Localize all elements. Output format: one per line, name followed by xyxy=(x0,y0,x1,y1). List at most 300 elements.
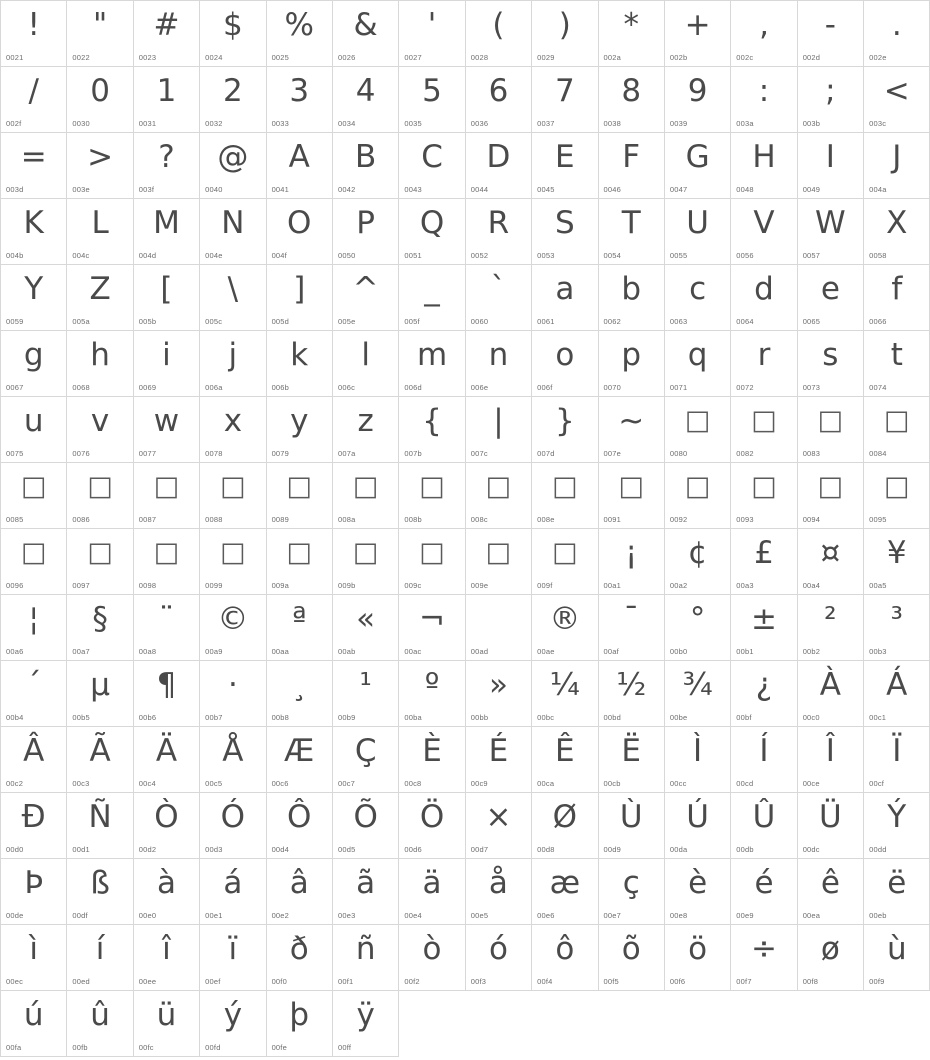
glyph-cell[interactable] xyxy=(134,331,200,397)
glyph-codepoint: 003e xyxy=(72,185,90,194)
glyph-character: ê xyxy=(820,865,840,901)
glyph-cell[interactable] xyxy=(532,265,598,331)
glyph-cell[interactable] xyxy=(333,1,399,67)
glyph-cell[interactable] xyxy=(333,661,399,727)
glyph-character: K xyxy=(23,205,44,241)
glyph-cell[interactable] xyxy=(864,925,930,991)
glyph-cell[interactable] xyxy=(333,265,399,331)
glyph-cell[interactable] xyxy=(67,859,133,925)
glyph-cell[interactable] xyxy=(200,727,266,793)
glyph-character: @ xyxy=(217,139,249,175)
glyph-cell[interactable] xyxy=(134,595,200,661)
glyph-cell[interactable] xyxy=(864,67,930,133)
glyph-character: ö xyxy=(688,931,708,967)
glyph-cell[interactable] xyxy=(864,529,930,595)
glyph-cell[interactable] xyxy=(67,463,133,529)
glyph-codepoint: 009a xyxy=(271,581,290,590)
glyph-cell[interactable] xyxy=(67,793,133,859)
glyph-cell[interactable] xyxy=(333,463,399,529)
glyph-cell[interactable] xyxy=(267,529,333,595)
glyph-cell[interactable] xyxy=(466,727,532,793)
glyph-cell[interactable] xyxy=(267,397,333,463)
glyph-codepoint: 002d xyxy=(802,53,821,62)
glyph-cell[interactable] xyxy=(134,727,200,793)
glyph-character: C xyxy=(421,139,443,175)
glyph-character: Õ xyxy=(353,799,378,835)
glyph-cell[interactable] xyxy=(399,925,465,991)
glyph-cell[interactable] xyxy=(466,661,532,727)
glyph-cell[interactable] xyxy=(267,199,333,265)
glyph-cell[interactable] xyxy=(399,727,465,793)
glyph-cell[interactable] xyxy=(134,1,200,67)
glyph-cell[interactable] xyxy=(731,727,797,793)
glyph-cell[interactable] xyxy=(333,397,399,463)
glyph-cell[interactable] xyxy=(1,463,67,529)
glyph-cell[interactable] xyxy=(200,991,266,1057)
glyph-cell[interactable] xyxy=(67,1,133,67)
glyph-cell[interactable] xyxy=(532,463,598,529)
glyph-character: ç xyxy=(622,865,640,901)
glyph-codepoint: 00f2 xyxy=(404,977,420,986)
glyph-cell[interactable] xyxy=(67,67,133,133)
glyph-cell[interactable] xyxy=(67,265,133,331)
glyph-character: u xyxy=(23,403,44,439)
glyph-cell[interactable] xyxy=(134,793,200,859)
glyph-cell[interactable] xyxy=(1,595,67,661)
glyph-cell[interactable] xyxy=(1,397,67,463)
glyph-cell[interactable] xyxy=(466,595,532,661)
glyph-codepoint: 0042 xyxy=(337,185,356,194)
glyph-cell[interactable] xyxy=(798,859,864,925)
glyph-cell[interactable] xyxy=(864,199,930,265)
glyph-cell[interactable] xyxy=(200,661,266,727)
glyph-character: ý xyxy=(223,997,243,1033)
glyph-cell[interactable] xyxy=(665,199,731,265)
glyph-cell[interactable] xyxy=(200,397,266,463)
glyph-cell[interactable] xyxy=(267,859,333,925)
glyph-cell[interactable] xyxy=(466,529,532,595)
glyph-cell[interactable] xyxy=(1,991,67,1057)
glyph-cell-empty xyxy=(798,991,864,1057)
glyph-character: Z xyxy=(89,271,111,307)
glyph-cell[interactable] xyxy=(864,397,930,463)
glyph-cell[interactable] xyxy=(798,67,864,133)
glyph-cell[interactable] xyxy=(267,1,333,67)
glyph-cell[interactable] xyxy=(200,1,266,67)
glyph-cell[interactable] xyxy=(466,463,532,529)
glyph-character: Ý xyxy=(887,799,907,835)
glyph-character: É xyxy=(488,733,509,769)
glyph-cell[interactable] xyxy=(333,331,399,397)
glyph-codepoint: 0067 xyxy=(6,383,24,392)
glyph-cell[interactable] xyxy=(599,331,665,397)
glyph-cell[interactable] xyxy=(67,397,133,463)
glyph-cell[interactable] xyxy=(67,529,133,595)
glyph-character: ³ xyxy=(890,601,903,637)
glyph-codepoint: 004b xyxy=(6,251,24,260)
glyph-cell[interactable] xyxy=(731,331,797,397)
glyph-cell[interactable] xyxy=(134,199,200,265)
glyph-cell[interactable] xyxy=(134,991,200,1057)
glyph-cell[interactable] xyxy=(798,661,864,727)
glyph-cell[interactable] xyxy=(1,727,67,793)
glyph-cell[interactable] xyxy=(864,265,930,331)
glyph-codepoint: 0031 xyxy=(138,119,157,128)
glyph-cell[interactable] xyxy=(466,859,532,925)
glyph-cell[interactable] xyxy=(134,529,200,595)
glyph-codepoint: 0051 xyxy=(404,251,422,260)
glyph-cell[interactable] xyxy=(731,595,797,661)
glyph-cell[interactable] xyxy=(200,529,266,595)
glyph-cell[interactable] xyxy=(200,331,266,397)
glyph-cell[interactable] xyxy=(798,595,864,661)
glyph-cell[interactable] xyxy=(665,67,731,133)
glyph-cell[interactable] xyxy=(532,67,598,133)
glyph-cell[interactable] xyxy=(798,463,864,529)
glyph-cell[interactable] xyxy=(599,199,665,265)
glyph-codepoint: 0056 xyxy=(736,251,754,260)
glyph-cell[interactable] xyxy=(134,265,200,331)
glyph-cell[interactable] xyxy=(599,925,665,991)
glyph-cell[interactable] xyxy=(731,661,797,727)
glyph-cell[interactable] xyxy=(67,925,133,991)
glyph-cell[interactable] xyxy=(466,793,532,859)
glyph-cell[interactable] xyxy=(1,661,67,727)
glyph-cell[interactable] xyxy=(333,67,399,133)
glyph-cell[interactable] xyxy=(399,67,465,133)
glyph-codepoint: 009e xyxy=(470,581,489,590)
glyph-cell[interactable] xyxy=(399,661,465,727)
glyph-cell[interactable] xyxy=(798,793,864,859)
glyph-cell[interactable] xyxy=(1,793,67,859)
glyph-cell[interactable] xyxy=(67,199,133,265)
glyph-cell[interactable] xyxy=(399,199,465,265)
glyph-codepoint: 006f xyxy=(537,383,553,392)
glyph-cell[interactable] xyxy=(134,661,200,727)
glyph-character: ° xyxy=(689,601,706,637)
glyph-cell[interactable] xyxy=(134,397,200,463)
glyph-cell[interactable] xyxy=(665,1,731,67)
glyph-cell[interactable] xyxy=(864,661,930,727)
glyph-cell[interactable] xyxy=(599,67,665,133)
glyph-cell[interactable] xyxy=(798,331,864,397)
glyph-codepoint: 003f xyxy=(138,185,155,194)
glyph-cell[interactable] xyxy=(67,661,133,727)
glyph-codepoint: 00d2 xyxy=(138,845,157,854)
glyph-cell[interactable] xyxy=(599,859,665,925)
glyph-codepoint: 0028 xyxy=(470,53,489,62)
glyph-cell[interactable] xyxy=(665,529,731,595)
glyph-cell[interactable] xyxy=(1,529,67,595)
glyph-character: å xyxy=(488,865,508,901)
glyph-character: E xyxy=(555,139,575,175)
glyph-cell[interactable] xyxy=(731,925,797,991)
glyph-cell[interactable] xyxy=(466,265,532,331)
glyph-codepoint: 00cf xyxy=(869,779,885,788)
glyph-codepoint: 00a9 xyxy=(205,647,223,656)
glyph-cell[interactable] xyxy=(731,265,797,331)
glyph-cell[interactable] xyxy=(665,925,731,991)
glyph-character: □ xyxy=(286,537,313,568)
glyph-codepoint: 0041 xyxy=(271,185,290,194)
glyph-character: | xyxy=(493,403,504,439)
glyph-codepoint: 00a3 xyxy=(736,581,754,590)
glyph-cell[interactable] xyxy=(599,595,665,661)
glyph-cell[interactable] xyxy=(1,265,67,331)
glyph-cell[interactable] xyxy=(1,925,67,991)
glyph-cell[interactable] xyxy=(798,529,864,595)
glyph-character: ¦ xyxy=(28,601,39,637)
glyph-cell[interactable] xyxy=(333,727,399,793)
glyph-character: Þ xyxy=(24,865,44,901)
glyph-cell[interactable] xyxy=(466,925,532,991)
glyph-character: ¥ xyxy=(886,535,907,571)
glyph-cell[interactable] xyxy=(665,595,731,661)
glyph-character: ? xyxy=(158,139,175,175)
glyph-character: w xyxy=(153,403,180,439)
glyph-cell[interactable] xyxy=(665,727,731,793)
glyph-character: ì xyxy=(29,931,38,967)
glyph-cell[interactable] xyxy=(267,463,333,529)
glyph-cell[interactable] xyxy=(731,793,797,859)
glyph-cell[interactable] xyxy=(731,397,797,463)
glyph-cell[interactable] xyxy=(333,925,399,991)
glyph-cell[interactable] xyxy=(864,463,930,529)
glyph-cell[interactable] xyxy=(67,595,133,661)
glyph-cell[interactable] xyxy=(731,859,797,925)
glyph-cell[interactable] xyxy=(1,859,67,925)
glyph-cell[interactable] xyxy=(864,595,930,661)
glyph-codepoint: 00ed xyxy=(72,977,90,986)
glyph-codepoint: 0074 xyxy=(869,383,887,392)
glyph-cell[interactable] xyxy=(864,331,930,397)
glyph-cell[interactable] xyxy=(599,397,665,463)
glyph-cell[interactable] xyxy=(333,991,399,1057)
glyph-cell[interactable] xyxy=(532,1,598,67)
glyph-cell[interactable] xyxy=(532,133,598,199)
glyph-cell[interactable] xyxy=(665,661,731,727)
glyph-cell[interactable] xyxy=(200,133,266,199)
glyph-cell[interactable] xyxy=(466,1,532,67)
glyph-cell[interactable] xyxy=(1,1,67,67)
glyph-cell[interactable] xyxy=(731,463,797,529)
glyph-codepoint: 00f5 xyxy=(603,977,619,986)
glyph-cell[interactable] xyxy=(267,331,333,397)
glyph-cell[interactable] xyxy=(67,331,133,397)
glyph-character: È xyxy=(422,733,442,769)
glyph-character: b xyxy=(621,271,642,307)
glyph-cell[interactable] xyxy=(532,199,598,265)
glyph-cell[interactable] xyxy=(333,529,399,595)
glyph-cell[interactable] xyxy=(532,925,598,991)
glyph-codepoint: 00ba xyxy=(404,713,422,722)
glyph-cell[interactable] xyxy=(267,991,333,1057)
glyph-cell[interactable] xyxy=(200,925,266,991)
glyph-cell[interactable] xyxy=(532,397,598,463)
glyph-cell[interactable] xyxy=(200,463,266,529)
glyph-codepoint: 00b8 xyxy=(271,713,290,722)
glyph-cell[interactable] xyxy=(599,727,665,793)
glyph-cell[interactable] xyxy=(532,331,598,397)
glyph-codepoint: 00aa xyxy=(271,647,290,656)
glyph-character: i xyxy=(162,337,171,373)
glyph-cell[interactable] xyxy=(798,925,864,991)
glyph-cell[interactable] xyxy=(798,727,864,793)
glyph-cell[interactable] xyxy=(532,727,598,793)
glyph-cell[interactable] xyxy=(864,1,930,67)
glyph-cell[interactable] xyxy=(798,199,864,265)
glyph-codepoint: 0071 xyxy=(669,383,688,392)
glyph-character: Ï xyxy=(892,733,902,769)
glyph-cell[interactable] xyxy=(665,397,731,463)
glyph-codepoint: 00d9 xyxy=(603,845,622,854)
glyph-character: - xyxy=(824,7,836,43)
glyph-cell[interactable] xyxy=(665,793,731,859)
glyph-cell[interactable] xyxy=(798,265,864,331)
glyph-cell[interactable] xyxy=(731,199,797,265)
glyph-cell[interactable] xyxy=(200,67,266,133)
glyph-cell[interactable] xyxy=(399,331,465,397)
glyph-cell[interactable] xyxy=(466,67,532,133)
glyph-cell[interactable] xyxy=(731,133,797,199)
glyph-codepoint: 0040 xyxy=(205,185,223,194)
glyph-character: " xyxy=(92,7,108,43)
glyph-character: Ê xyxy=(555,733,575,769)
glyph-codepoint: 00d6 xyxy=(404,845,422,854)
glyph-cell[interactable] xyxy=(466,199,532,265)
glyph-cell[interactable] xyxy=(200,595,266,661)
glyph-cell[interactable] xyxy=(864,133,930,199)
glyph-cell[interactable] xyxy=(599,661,665,727)
glyph-codepoint: 00b6 xyxy=(138,713,157,722)
glyph-cell[interactable] xyxy=(67,991,133,1057)
glyph-character: X xyxy=(886,205,908,241)
glyph-cell[interactable] xyxy=(399,529,465,595)
glyph-cell[interactable] xyxy=(200,859,266,925)
glyph-cell[interactable] xyxy=(399,859,465,925)
glyph-cell[interactable] xyxy=(399,595,465,661)
glyph-cell[interactable] xyxy=(200,265,266,331)
glyph-cell[interactable] xyxy=(267,661,333,727)
glyph-cell[interactable] xyxy=(798,397,864,463)
glyph-cell[interactable] xyxy=(333,133,399,199)
glyph-character: ± xyxy=(751,601,777,637)
glyph-cell[interactable] xyxy=(267,133,333,199)
glyph-cell[interactable] xyxy=(466,397,532,463)
glyph-cell[interactable] xyxy=(665,859,731,925)
glyph-cell[interactable] xyxy=(532,661,598,727)
glyph-character: # xyxy=(153,7,180,43)
glyph-codepoint: 0023 xyxy=(138,53,157,62)
glyph-cell[interactable] xyxy=(67,133,133,199)
glyph-cell[interactable] xyxy=(333,859,399,925)
glyph-character: □ xyxy=(87,537,113,568)
glyph-cell[interactable] xyxy=(399,265,465,331)
glyph-cell[interactable] xyxy=(599,529,665,595)
glyph-cell[interactable] xyxy=(466,331,532,397)
glyph-cell[interactable] xyxy=(399,397,465,463)
glyph-cell[interactable] xyxy=(731,529,797,595)
glyph-cell[interactable] xyxy=(599,265,665,331)
glyph-cell[interactable] xyxy=(134,463,200,529)
glyph-character: õ xyxy=(621,931,641,967)
glyph-cell[interactable] xyxy=(399,133,465,199)
glyph-cell[interactable] xyxy=(599,1,665,67)
glyph-cell[interactable] xyxy=(731,1,797,67)
glyph-cell[interactable] xyxy=(267,67,333,133)
glyph-codepoint: 005c xyxy=(205,317,223,326)
glyph-cell[interactable] xyxy=(399,793,465,859)
glyph-cell[interactable] xyxy=(134,67,200,133)
glyph-cell[interactable] xyxy=(1,133,67,199)
glyph-cell[interactable] xyxy=(267,265,333,331)
glyph-cell[interactable] xyxy=(200,199,266,265)
glyph-cell[interactable] xyxy=(267,925,333,991)
glyph-cell[interactable] xyxy=(399,1,465,67)
glyph-cell[interactable] xyxy=(665,265,731,331)
glyph-cell[interactable] xyxy=(864,793,930,859)
glyph-cell[interactable] xyxy=(134,925,200,991)
glyph-cell[interactable] xyxy=(599,133,665,199)
glyph-cell[interactable] xyxy=(864,727,930,793)
glyph-cell[interactable] xyxy=(134,133,200,199)
glyph-cell[interactable] xyxy=(731,67,797,133)
glyph-cell[interactable] xyxy=(1,331,67,397)
glyph-character: Ë xyxy=(621,733,641,769)
glyph-cell[interactable] xyxy=(798,1,864,67)
glyph-cell[interactable] xyxy=(665,133,731,199)
glyph-cell[interactable] xyxy=(267,793,333,859)
glyph-cell[interactable] xyxy=(267,595,333,661)
glyph-cell[interactable] xyxy=(798,133,864,199)
glyph-cell[interactable] xyxy=(333,595,399,661)
glyph-codepoint: 00ce xyxy=(802,779,820,788)
glyph-character: û xyxy=(90,997,110,1033)
glyph-cell[interactable] xyxy=(399,463,465,529)
glyph-cell[interactable] xyxy=(864,859,930,925)
glyph-cell[interactable] xyxy=(134,859,200,925)
glyph-codepoint: 0026 xyxy=(337,53,356,62)
glyph-cell[interactable] xyxy=(466,133,532,199)
glyph-cell[interactable] xyxy=(67,727,133,793)
glyph-codepoint: 008c xyxy=(470,515,488,524)
glyph-codepoint: 0098 xyxy=(138,581,157,590)
glyph-codepoint: 00df xyxy=(72,911,88,920)
glyph-cell[interactable] xyxy=(267,727,333,793)
glyph-cell[interactable] xyxy=(532,859,598,925)
glyph-codepoint: 0036 xyxy=(470,119,489,128)
glyph-cell[interactable] xyxy=(1,199,67,265)
glyph-cell[interactable] xyxy=(599,463,665,529)
glyph-cell[interactable] xyxy=(532,529,598,595)
glyph-codepoint: 00c9 xyxy=(470,779,488,788)
glyph-character: ¤ xyxy=(820,535,841,571)
glyph-cell[interactable] xyxy=(665,463,731,529)
glyph-character: ß xyxy=(90,865,110,901)
glyph-character: Á xyxy=(886,667,908,703)
glyph-cell[interactable] xyxy=(333,793,399,859)
glyph-cell[interactable] xyxy=(333,199,399,265)
glyph-cell[interactable] xyxy=(200,793,266,859)
glyph-cell[interactable] xyxy=(665,331,731,397)
glyph-cell[interactable] xyxy=(532,595,598,661)
glyph-cell[interactable] xyxy=(599,793,665,859)
glyph-cell[interactable] xyxy=(532,793,598,859)
glyph-character: ï xyxy=(228,931,238,967)
glyph-codepoint: 00e7 xyxy=(603,911,622,920)
glyph-character: î xyxy=(162,931,171,967)
glyph-cell[interactable] xyxy=(1,67,67,133)
